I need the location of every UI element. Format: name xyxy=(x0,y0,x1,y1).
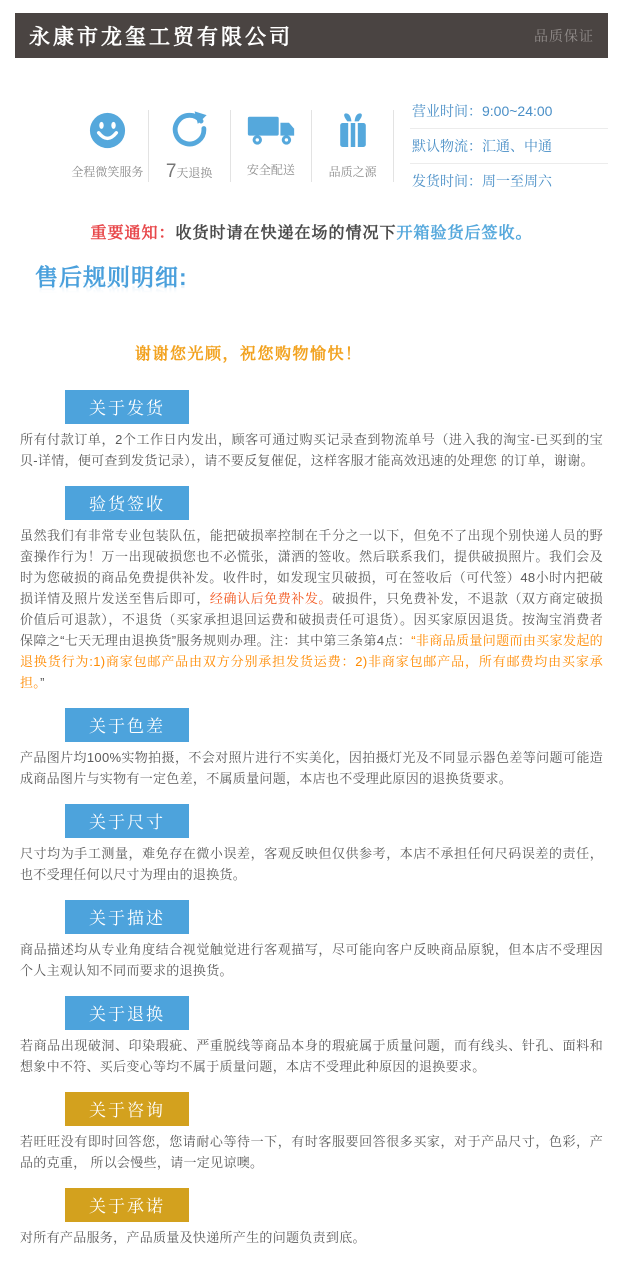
notice-body: 收货时请在快递在场的情况下 xyxy=(175,225,397,242)
body-text: ” xyxy=(40,675,45,690)
feature-label: 安全配送 xyxy=(246,163,295,177)
section-body xyxy=(20,1227,603,1248)
highlighted-text: 经确认后免费补发。 xyxy=(209,591,332,606)
section xyxy=(20,486,603,693)
gift-icon xyxy=(337,113,369,154)
section-body xyxy=(20,939,603,981)
features-row xyxy=(15,94,608,198)
important-notice xyxy=(0,220,623,243)
feature-label: 全程微笑服务 xyxy=(71,165,144,179)
shipping-days: 发货时间：周一至周六 xyxy=(412,173,552,189)
body-text: 虽然我们有非常专业包装队伍，能把破损率控制在千分之一以下，但免不了出现个别快递人员的野蛮操作行为！万一出现破损您也不必慌张，潇洒的签收。然后联系我们，提供破损照片。我们会及时为您破损的商品免费提供补发。收件时，如发现宝贝破损，可在签收后（可代签）48小时内把破损详情及照片发送至售后即可， xyxy=(20,528,603,606)
notice-prefix: 重要通知： xyxy=(90,225,176,242)
truck-icon xyxy=(247,114,295,152)
rules-title-wrap xyxy=(35,259,623,315)
shop-info xyxy=(410,94,608,198)
highlighted-text: “非商品质量问题而由买家发起的退换货行为:1)商家包邮产品由双方分别承担发货运费：2)非商家包邮产品，所有邮费均由买家承担。 xyxy=(20,633,603,690)
feature-label-text: 天退换 xyxy=(176,165,213,180)
body-text: 尺寸均为手工测量，难免存在微小误差，客观反映但仅供参考，本店不承担任何尺码误差的责任，也不受理任何以尺寸为理由的退换货。 xyxy=(20,846,603,882)
section xyxy=(20,1188,603,1248)
sections xyxy=(0,390,623,1248)
section-body xyxy=(20,525,603,693)
feature-label: 品质之源 xyxy=(328,164,377,179)
section xyxy=(20,900,603,981)
body-text: 所有付款订单，2个工作日内发出，顾客可通过购买记录查到物流单号（进入我的淘宝-已买到的宝贝-详情，便可查到发货记录），请不要反复催促，这样客服才能高效迅速的处理您 的订单，谢谢。 xyxy=(20,432,603,468)
section xyxy=(20,708,603,789)
body-text: 商品描述均从专业角度结合视觉触觉进行客观描写，尽可能向客户反映商品原貌，但本店不受理因个人主观认知不同而要求的退换货。 xyxy=(20,942,603,978)
section-body xyxy=(20,1131,603,1173)
section-body xyxy=(20,429,603,471)
greeting-text: 谢谢您光顾，祝您购物愉快！ xyxy=(135,346,363,363)
section-title-badge: 关于色差 xyxy=(65,708,189,742)
section xyxy=(20,804,603,885)
feature-label xyxy=(166,161,213,183)
feature-quality-source xyxy=(312,113,393,180)
section-title-badge: 关于描述 xyxy=(65,900,189,934)
section xyxy=(20,1092,603,1173)
body-text: 若旺旺没有即时回答您，您请耐心等待一下，有时客服要回答很多买家，对于产品尺寸，色彩，产品的克重， 所以会慢些，请一定见谅噢。 xyxy=(20,1134,603,1170)
company-name: 永康市龙玺工贸有限公司 xyxy=(29,24,293,49)
section xyxy=(20,996,603,1077)
default-logistics: 默认物流：汇通、中通 xyxy=(410,129,608,164)
vertical-divider xyxy=(393,110,394,182)
section xyxy=(20,390,603,471)
body-text: 对所有产品服务，产品质量及快递所产生的问题负责到底。 xyxy=(20,1230,366,1245)
body-text: 产品图片均100%实物拍摄，不会对照片进行不实美化，因拍摄灯光及不同显示器色差等问题可能造成商品图片与实物有一定色差，不属质量问题，本店也不受理此原因的退换货要求。 xyxy=(20,750,603,786)
feature-smile-service xyxy=(67,112,148,180)
section-title-badge: 关于尺寸 xyxy=(65,804,189,838)
topbar xyxy=(15,13,608,58)
feature-safe-delivery xyxy=(231,114,312,178)
section-title-badge: 关于承诺 xyxy=(65,1188,189,1222)
refresh-icon xyxy=(171,110,208,152)
business-hours: 营业时间：9:00~24:00 xyxy=(410,94,608,129)
notice-highlight: 开箱验货后签收。 xyxy=(396,225,533,242)
body-text: 若商品出现破洞、印染瑕疵、严重脱线等商品本身的瑕疵属于质量问题，而有线头、针孔、面料和想象中不符、买后变心等均不属于质量问题，本店不受理此种原因的退换要求。 xyxy=(20,1038,603,1074)
section-body xyxy=(20,747,603,789)
rules-title: 售后规则明细: xyxy=(35,264,188,290)
section-title-badge: 关于退换 xyxy=(65,996,189,1030)
section-body xyxy=(20,1035,603,1077)
body-text: 破损件，只免费补发，不退款（双方商定破损价值后可退款），不退货（买家承担退回运费和破损责任可退货）。因买家原因退货。按淘宝消费者保障之“七天无理由退换货”服务规则办理。注：其中第三条第4点： xyxy=(20,591,603,648)
feature-7day-return xyxy=(149,110,230,183)
feature-label-number: 7 xyxy=(165,160,177,182)
section-title-badge: 关于发货 xyxy=(65,390,189,424)
section-body xyxy=(20,843,603,885)
section-title-badge: 验货签收 xyxy=(65,486,189,520)
smile-icon xyxy=(89,112,126,154)
section-title-badge: 关于咨询 xyxy=(65,1092,189,1126)
quality-badge: 品质保证 xyxy=(534,27,594,44)
